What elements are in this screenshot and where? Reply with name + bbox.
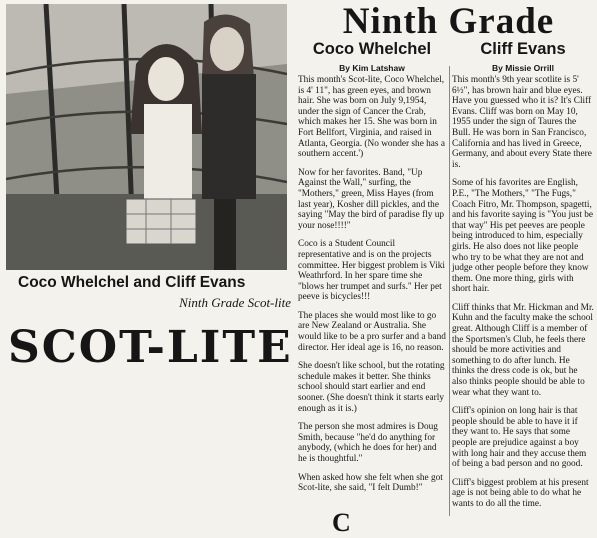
right-paragraph: Cliff's biggest problem at his present age is not being able to do what he wants to do all the time. — [452, 477, 589, 509]
right-article-byline: By Missie Orrill — [492, 63, 554, 73]
cut-off-heading: C — [332, 508, 351, 537]
right-article-title: Cliff Evans — [480, 40, 566, 58]
left-paragraph: This month's Scot-lite, Coco Whelchel, is 4' 11", has green eyes, and brown hair. She was born on July 9,1954, under the sign of Cancer the Crab, which makes her 15. She was born in Fort Bellfort, Virginia, and raised in Atlanta, Georgia. (No wonder she has a southern accent.') — [298, 75, 445, 160]
left-paragraph: Coco is a Student Council representative and is on the projects committee. Her biggest problem is Viki Weathrford. In her spare time she "blows her trumpet and surfs." Her pet peeve is bicycles!!! — [298, 239, 445, 303]
scotlite-photo — [6, 4, 287, 270]
left-article-title: Coco Whelchel — [312, 40, 432, 58]
right-paragraph: Cliff thinks that Mr. Hickman and Mr. Kuhn and the faculty make the school great. Although Cliff is a member of the Sportsmen's Club, he feels there should be more activities and something to do after lunch. He thinks the dress code is ok, but he also thinks people should be able to wear what they want to. — [452, 302, 594, 398]
page-headline: Ninth Grade — [342, 1, 555, 42]
column-divider — [449, 66, 450, 516]
section-title: SCOT-LITE — [8, 322, 293, 373]
left-article-byline: By Kim Latshaw — [339, 63, 405, 73]
right-paragraph: Cliff's opinion on long hair is that people should be able to have it if they want to. He says that some people are prejudice against a boy with long hair and they accuse them of being a bad person and no good. — [452, 406, 587, 470]
right-paragraph: Some of his favorites are English, P.E., "The Mothers," "The Fugs," Coach Fitro, Mr. Thompson, spagetti, and his favorite saying is "You just be that way" His pet peeves are people being introduced to him, especially girls. He also does not like people who try to be what they are not and judge other people before they know them. One more thing, girls with short hair. — [452, 178, 594, 295]
photo-caption-names: Coco Whelchel and Cliff Evans — [18, 274, 246, 291]
right-paragraph: This month's 9th year scotlite is 5' 6½", has brown hair and blue eyes. Have you guessed who it is? It's Cliff Evans. Cliff was born on May 10, 1955 under the sign of Taures the Bull. He was born in San Francisco, California and has lived in Greece, Germany, and about every State there is. — [452, 75, 592, 170]
left-paragraph: She doesn't like school, but the rotating schedule makes it better. She thinks school should start earlier and end sooner. (She doesn't think it starts early enough as it is.) — [298, 361, 445, 414]
photo-caption-subtitle: Ninth Grade Scot-lite — [179, 295, 291, 310]
left-paragraph: The person she most admires is Doug Smith, because "he'd do anything for anybody, (which he does for her) and he is thoughtful." — [298, 422, 438, 464]
left-paragraph: Now for her favorites. Band, "Up Against the Wall," surfing, the "Mothers," green, Miss Hayes (from last year), Kosher dill pickles, and the saying "May the bird of paradise fly up your nose!!!!" — [298, 167, 445, 231]
left-paragraph: When asked how she felt when she got Scot-lite, she said, "I felt Dumb!" — [298, 472, 443, 494]
left-article — [298, 40, 446, 502]
left-paragraph: The places she would most like to go are New Zealand or Australia. She would like to be a pro surfer and a band director. Her ideal age is 16, no reason. — [298, 310, 446, 353]
right-article — [452, 40, 594, 518]
